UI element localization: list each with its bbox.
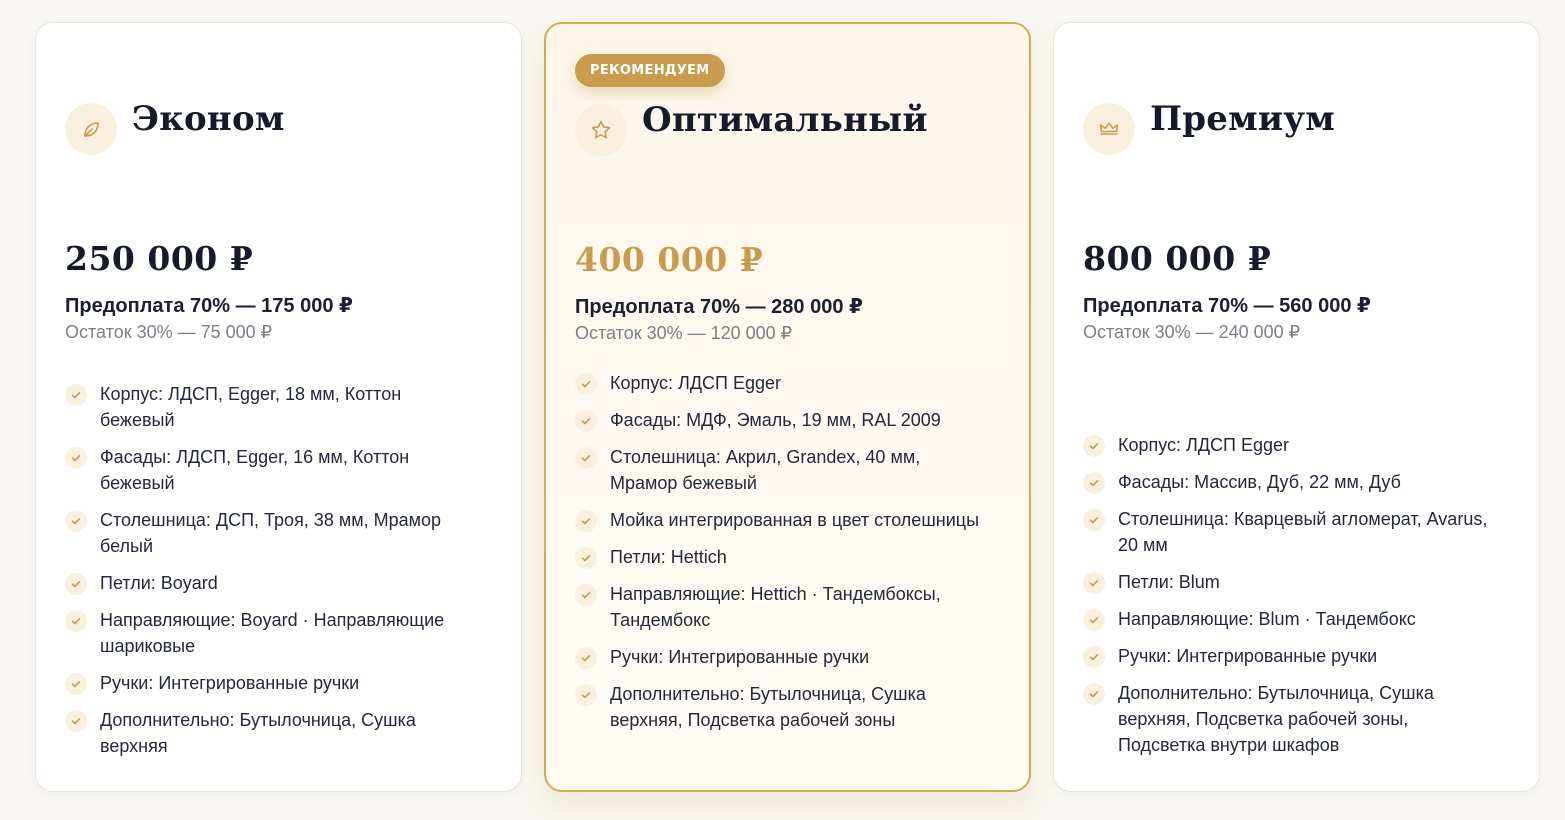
feature-text: Петли: Boyard [100, 573, 218, 593]
leaf-icon [65, 103, 117, 155]
plan-remainder: Остаток 30% — 120 000 ₽ [575, 323, 793, 343]
feature-text: Корпус: ЛДСП Egger [1118, 435, 1290, 455]
check-icon [1083, 683, 1105, 705]
feature-item [1083, 569, 1488, 595]
plan-title: Оптимальный [642, 100, 928, 140]
check-icon [1083, 609, 1105, 631]
check-icon [575, 584, 597, 606]
plan-prepayment: Предоплата 70% — 175 000 ₽ [65, 295, 353, 317]
feature-item [65, 507, 470, 559]
feature-item [1083, 432, 1488, 458]
check-icon [65, 384, 87, 406]
feature-item [1083, 643, 1488, 669]
check-icon [65, 673, 87, 695]
check-icon [65, 610, 87, 632]
check-icon [575, 410, 597, 432]
feature-item [575, 407, 980, 433]
feature-item [1083, 606, 1488, 632]
check-icon [1083, 435, 1105, 457]
feature-item [65, 670, 470, 696]
feature-text: Столешница: Кварцевый агломерат, Avarus, 20 мм [1118, 509, 1488, 555]
recommended-badge: РЕКОМЕНДУЕМ [575, 54, 725, 87]
plan-title: Премиум [1150, 99, 1335, 139]
check-icon [65, 447, 87, 469]
feature-text: Мойка интегрированная в цвет столешницы [610, 510, 979, 530]
feature-text: Корпус: ЛДСП Egger [610, 373, 782, 393]
crown-icon [1083, 103, 1135, 155]
feature-item [575, 544, 980, 570]
feature-item [65, 570, 470, 596]
feature-text: Столешница: ДСП, Троя, 38 мм, Мрамор белый [100, 510, 441, 556]
feature-item [575, 681, 980, 733]
plan-card-econom[interactable] [35, 22, 522, 792]
feature-text: Петли: Hettich [610, 547, 727, 567]
plan-price: 250 000 ₽ [65, 239, 254, 278]
pricing-plans [35, 22, 1540, 792]
check-icon [1083, 509, 1105, 531]
feature-item [65, 444, 470, 496]
feature-text: Ручки: Интегрированные ручки [100, 673, 360, 693]
check-icon [575, 684, 597, 706]
feature-item [1083, 469, 1488, 495]
feature-item [65, 707, 470, 759]
plan-price: 800 000 ₽ [1083, 239, 1272, 278]
feature-text: Направляющие: Hettich · Тандембоксы, Тандембокс [610, 584, 941, 630]
check-icon [65, 510, 87, 532]
feature-item [65, 381, 470, 433]
check-icon [1083, 646, 1105, 668]
feature-text: Направляющие: Blum · Тандембокс [1118, 609, 1416, 629]
plan-remainder: Остаток 30% — 75 000 ₽ [65, 322, 273, 342]
feature-text: Ручки: Интегрированные ручки [1118, 646, 1378, 666]
feature-text: Дополнительно: Бутылочница, Сушка верхняя, Подсветка рабочей зоны [610, 684, 926, 730]
feature-item [1083, 506, 1488, 558]
feature-text: Фасады: ЛДСП, Egger, 16 мм, Коттон бежевый [100, 447, 410, 493]
feature-item [1083, 680, 1488, 758]
plan-remainder: Остаток 30% — 240 000 ₽ [1083, 322, 1301, 342]
feature-item [575, 370, 980, 396]
plan-card-optimal[interactable] [544, 22, 1031, 792]
plan-card-premium[interactable] [1053, 22, 1540, 792]
check-icon [575, 447, 597, 469]
check-icon [575, 547, 597, 569]
feature-item [575, 644, 980, 670]
feature-list [1083, 432, 1488, 769]
feature-item [575, 507, 980, 533]
check-icon [65, 573, 87, 595]
feature-list [65, 381, 470, 770]
check-icon [65, 710, 87, 732]
check-icon [575, 373, 597, 395]
feature-text: Ручки: Интегрированные ручки [610, 647, 870, 667]
feature-text: Столешница: Акрил, Grandex, 40 мм, Мрамор бежевый [610, 447, 921, 493]
feature-text: Корпус: ЛДСП, Egger, 18 мм, Коттон бежевый [100, 384, 402, 430]
feature-item [575, 444, 980, 496]
check-icon [575, 510, 597, 532]
check-icon [575, 647, 597, 669]
feature-item [65, 607, 470, 659]
plan-price: 400 000 ₽ [575, 240, 764, 279]
plan-prepayment: Предоплата 70% — 280 000 ₽ [575, 296, 863, 318]
star-icon [575, 104, 627, 156]
plan-title: Эконом [132, 99, 285, 139]
plan-prepayment: Предоплата 70% — 560 000 ₽ [1083, 295, 1371, 317]
feature-text: Фасады: Массив, Дуб, 22 мм, Дуб [1118, 472, 1401, 492]
feature-text: Направляющие: Boyard · Направляющие шариковые [100, 610, 445, 656]
feature-item [575, 581, 980, 633]
feature-text: Дополнительно: Бутылочница, Сушка верхняя [100, 710, 416, 756]
feature-text: Фасады: МДФ, Эмаль, 19 мм, RAL 2009 [610, 410, 941, 430]
check-icon [1083, 472, 1105, 494]
check-icon [1083, 572, 1105, 594]
feature-list [575, 370, 980, 744]
feature-text: Дополнительно: Бутылочница, Сушка верхняя, Подсветка рабочей зоны, Подсветка внутри шкафов [1118, 683, 1434, 755]
feature-text: Петли: Blum [1118, 572, 1220, 592]
